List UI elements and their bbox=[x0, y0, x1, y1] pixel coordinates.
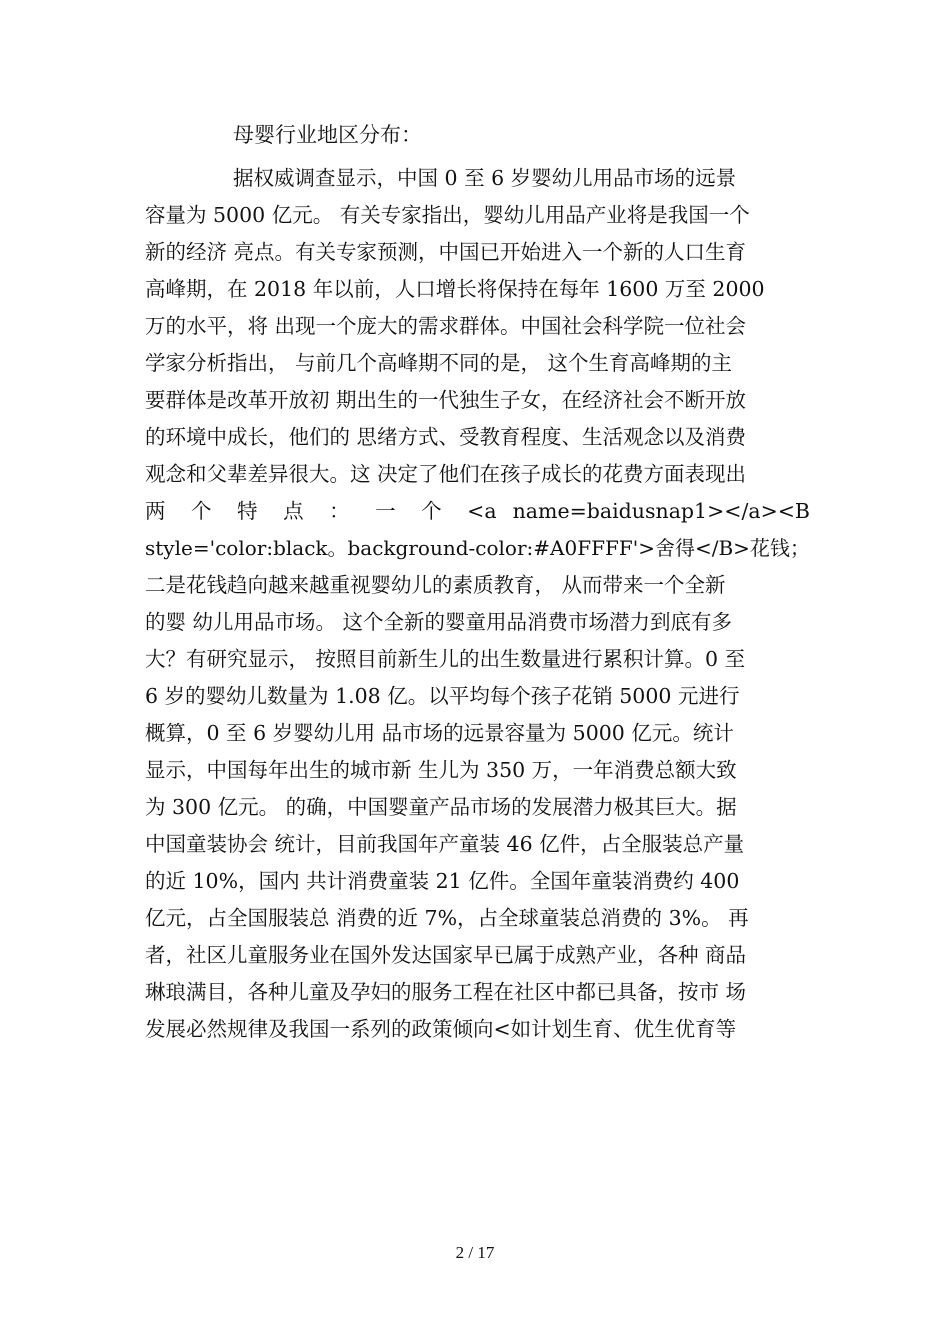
paragraph-line: 者，社区儿童服务业在国外发达国家早已属于成熟产业，各种 商品 bbox=[145, 943, 747, 967]
paragraph-line: 大？有研究显示， 按照目前新生儿的出生数量进行累积计算。0 至 bbox=[145, 647, 746, 671]
paragraph-line: 的近 10%，国内 共计消费童装 21 亿件。全国年童装消费约 400 bbox=[145, 869, 740, 893]
paragraph-line: 万的水平，将 出现一个庞大的需求群体。中国社会科学院一位社会 bbox=[145, 314, 747, 338]
paragraph-line: 新的经济 亮点。有关专家预测，中国已开始进入一个新的人口生育 bbox=[145, 240, 747, 264]
paragraph-line: 高峰期，在 2018 年以前，人口增长将保持在每年 1600 万至 2000 bbox=[145, 277, 765, 301]
paragraph-line: 显示，中国每年出生的城市新 生儿为 350 万，一年消费总额大致 bbox=[145, 758, 737, 782]
paragraph-line: 二是花钱趋向越来越重视婴幼儿的素质教育， 从而带来一个全新 bbox=[145, 573, 726, 597]
body-paragraph bbox=[145, 160, 810, 1048]
paragraph-line: 要群体是改革开放初 期出生的一代独生子女，在经济社会不断开放 bbox=[145, 388, 747, 412]
paragraph-line: 发展必然规律及我国一系列的政策倾向<如计划生育、优生优育等 bbox=[145, 1017, 737, 1041]
paragraph-line: 观念和父辈差异很大。这 决定了他们在孩子成长的花费方面表现出 bbox=[145, 462, 747, 486]
paragraph-line: 学家分析指出， 与前几个高峰期不同的是， 这个生育高峰期的主 bbox=[145, 351, 733, 375]
paragraph-line: 中国童装协会 统计，目前我国年产童装 46 亿件，占全服装总产量 bbox=[145, 832, 745, 856]
paragraph-line: style='color:black。background-color:#A0FFFF'>舍得</B>花钱； bbox=[145, 536, 810, 560]
section-heading: 母婴行业地区分布： bbox=[233, 123, 422, 147]
paragraph-line: 亿元，占全国服装总 消费的近 7%，占全球童装总消费的 3%。 再 bbox=[145, 906, 749, 930]
paragraph-line: 容量为 5000 亿元。 有关专家指出，婴幼儿用品产业将是我国一个 bbox=[145, 203, 750, 227]
page-number: 2 / 17 bbox=[455, 1243, 495, 1262]
paragraph-line: 两 个 特 点 ： 一 个 <a name=baidusnap1></a><B bbox=[145, 499, 810, 523]
paragraph-line: 琳琅满目，各种儿童及孕妇的服务工程在社区中都已具备，按市 场 bbox=[145, 980, 747, 1004]
paragraph-line: 6 岁的婴幼儿数量为 1.08 亿。以平均每个孩子花销 5000 元进行 bbox=[145, 684, 740, 708]
paragraph-line: 概算，0 至 6 岁婴幼儿用 品市场的远景容量为 5000 亿元。统计 bbox=[145, 721, 734, 745]
paragraph-line: 据权威调查显示，中国 0 至 6 岁婴幼儿用品市场的远景 bbox=[233, 166, 737, 190]
paragraph-line: 为 300 亿元。 的确，中国婴童产品市场的发展潜力极其巨大。据 bbox=[145, 795, 737, 819]
paragraph-line: 的环境中成长，他们的 思绪方式、受教育程度、生活观念以及消费 bbox=[145, 425, 747, 449]
paragraph-line: 的婴 幼儿用品市场。 这个全新的婴童用品消费市场潜力到底有多 bbox=[145, 610, 733, 634]
